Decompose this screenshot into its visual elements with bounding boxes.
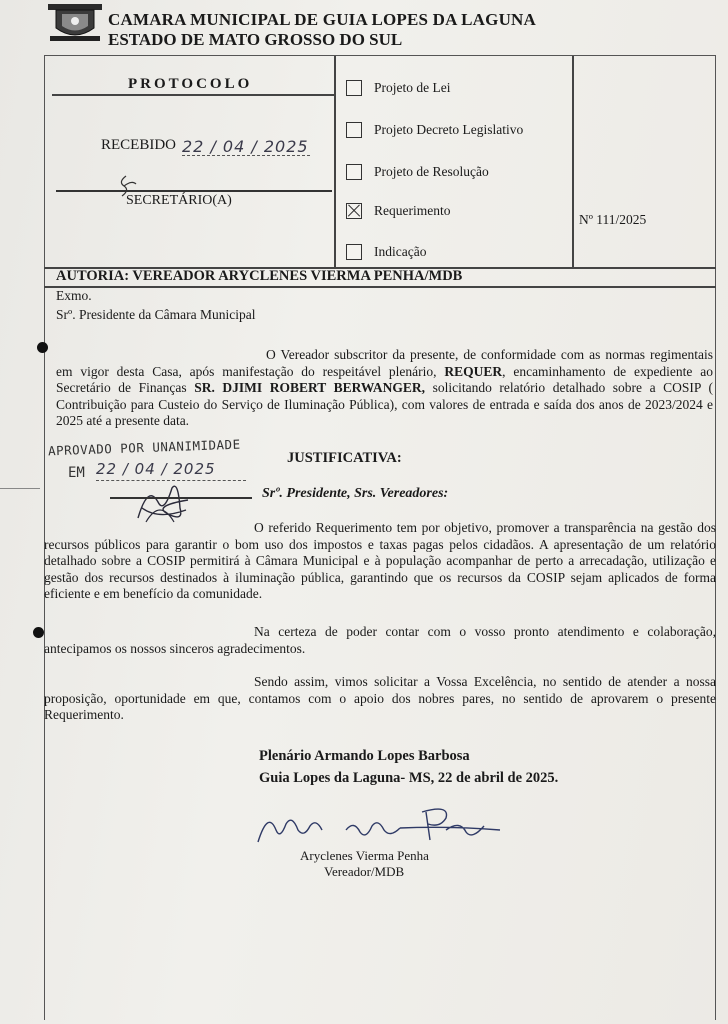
- president-signature-line: [110, 497, 252, 499]
- protocolo-divider: [52, 94, 334, 96]
- justificativa-vocativo: Srº. Presidente, Srs. Vereadores:: [262, 486, 449, 501]
- recebido-label: RECEBIDO: [101, 137, 176, 153]
- vereador-signature-icon: [250, 800, 510, 852]
- label-projeto-de-lei: Projeto de Lei: [374, 80, 451, 95]
- justificativa-paragraph-3: Sendo assim, vimos solicitar a Vossa Excelência, no sentido de atender a nossa proposição, oportunidade em que, contamos com o apoio dos nobres pares, no sentido de aprovarem o presente Requerimento.: [44, 674, 716, 722]
- aprovado-date: 22 / 04 / 2025: [96, 460, 216, 478]
- plenario-name: Plenário Armando Lopes Barbosa: [259, 748, 470, 764]
- checkbox-projeto-de-resolucao: [346, 164, 362, 180]
- secretario-label: SECRETÁRIO(A): [126, 193, 232, 208]
- autoria-bottom-line: [44, 286, 716, 288]
- vereador-role: Vereador/MDB: [324, 864, 405, 879]
- label-indicacao: Indicação: [374, 244, 427, 259]
- requerimento-requer: REQUER: [444, 363, 503, 379]
- column-divider-1: [334, 56, 336, 268]
- punch-hole-bottom: [33, 627, 44, 638]
- autoria: AUTORIA: VEREADOR ARYCLENES VIERMA PENHA/MDB: [56, 268, 463, 284]
- checkbox-requerimento: [346, 203, 362, 219]
- justificativa-paragraph-2: Na certeza de poder contar com o vosso pronto atendimento e colaboração, antecipamos os nossos sinceros agradecimentos.: [44, 624, 716, 656]
- paper-crease: [0, 488, 40, 489]
- punch-hole-top: [37, 342, 48, 353]
- protocolo-title: PROTOCOLO: [128, 76, 253, 92]
- label-requerimento: Requerimento: [374, 203, 451, 218]
- saudacao-presidente: Srº. Presidente da Câmara Municipal: [56, 307, 256, 322]
- secretario-signature-line: [56, 190, 332, 192]
- document-number: Nº 111/2025: [579, 212, 647, 227]
- saudacao-exmo: Exmo.: [56, 288, 92, 303]
- municipal-crest-icon: [46, 2, 104, 44]
- justificativa-title: JUSTIFICATIVA:: [287, 450, 402, 466]
- letterhead: [46, 2, 706, 56]
- checkbox-projeto-decreto-legislativo: [346, 122, 362, 138]
- requerimento-text-3: solicitando relatório detalhado sobre a COSIP ( Contribuição para Custeio do Serviço de Iluminação Pública), com valores de entrada e saída dos anos de 2023/2024 e 2025 até a presente data.: [56, 380, 713, 428]
- column-divider-2: [572, 56, 574, 268]
- local-data: Guia Lopes da Laguna- MS, 22 de abril de 2025.: [259, 770, 559, 786]
- requerimento-secretario: SR. DJIMI ROBERT BERWANGER,: [194, 380, 426, 395]
- label-projeto-decreto-legislativo: Projeto Decreto Legislativo: [374, 122, 524, 137]
- header-line-1: CAMARA MUNICIPAL DE GUIA LOPES DA LAGUNA: [108, 10, 536, 29]
- requerimento-text-1: O Vereador subscritor da presente, de conformidade com as normas regimentais em vigor desta Casa, após manifestação do respeitável plenário,: [56, 347, 713, 379]
- checkbox-indicacao: [346, 244, 362, 260]
- checkbox-projeto-de-lei: [346, 80, 362, 96]
- vereador-name: Aryclenes Vierma Penha: [300, 848, 429, 863]
- justificativa-paragraph-1: O referido Requerimento tem por objetivo, promover a transparência na gestão dos recursos públicos para garantir o bom uso dos impostos e taxas pagas pelos cidadãos. A apresentação de um relatório detalhado sobre a COSIP permitirá à Câmara Municipal e à população acompanhar de perto a arrecadação, utilização e gestão dos recursos destinados à iluminação pública, garantindo que os recursos da COSIP sejam aplicados de forma eficiente e em benefício da comunidade.: [44, 520, 716, 601]
- aprovado-em-label: EM: [68, 465, 85, 481]
- requerimento-paragraph: [56, 347, 713, 430]
- requerimento-text-2: , encaminhamento de expediente ao Secretário de Finanças: [56, 363, 713, 395]
- header-line-2: ESTADO DE MATO GROSSO DO SUL: [108, 30, 403, 49]
- recebido-date-underline: [182, 155, 310, 157]
- aprovado-stamp: APROVADO POR UNANIMIDADE: [47, 436, 241, 459]
- recebido-date: 22 / 04 / 2025: [182, 137, 309, 156]
- label-projeto-de-resolucao: Projeto de Resolução: [374, 164, 489, 179]
